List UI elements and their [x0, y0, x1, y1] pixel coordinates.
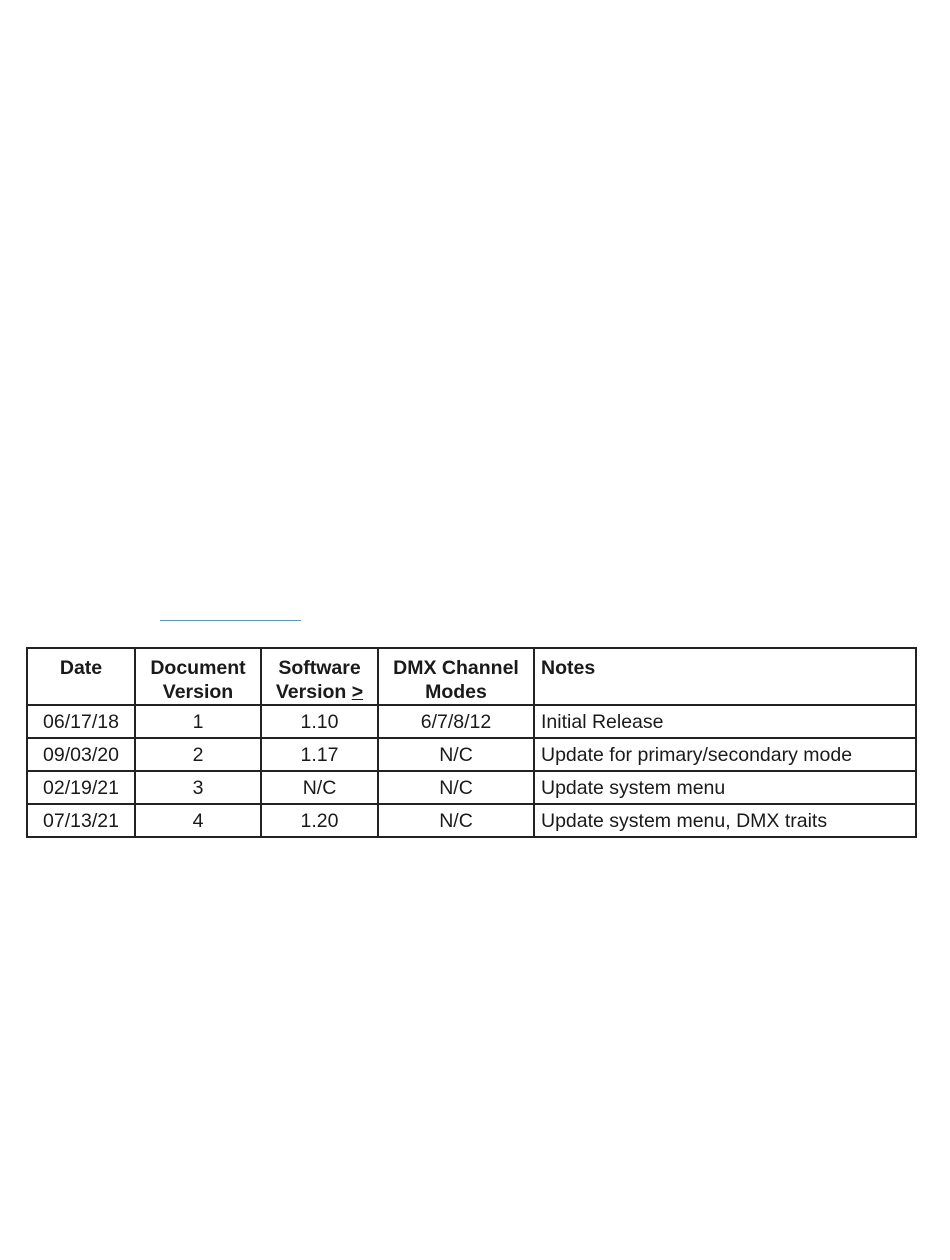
cell-date: 06/17/18 [27, 705, 135, 738]
cell-dmx-modes: N/C [378, 804, 534, 837]
header-software-version: Software Version > [261, 648, 378, 705]
cell-document-version: 4 [135, 804, 261, 837]
cell-notes: Update system menu, DMX traits [534, 804, 916, 837]
header-notes: Notes [534, 648, 916, 705]
revision-history-table [26, 647, 917, 838]
cell-software-version: 1.10 [261, 705, 378, 738]
header-date: Date [27, 648, 135, 705]
table-row [27, 738, 916, 771]
cell-date: 09/03/20 [27, 738, 135, 771]
cell-date: 07/13/21 [27, 804, 135, 837]
cell-notes: Update for primary/secondary mode [534, 738, 916, 771]
cell-document-version: 2 [135, 738, 261, 771]
table-row [27, 705, 916, 738]
link-underline[interactable] [160, 620, 301, 621]
cell-software-version: 1.20 [261, 804, 378, 837]
cell-date: 02/19/21 [27, 771, 135, 804]
cell-document-version: 1 [135, 705, 261, 738]
cell-dmx-modes: 6/7/8/12 [378, 705, 534, 738]
cell-notes: Update system menu [534, 771, 916, 804]
cell-dmx-modes: N/C [378, 771, 534, 804]
cell-software-version: N/C [261, 771, 378, 804]
greater-or-equal-symbol: > [351, 681, 364, 703]
table-row [27, 771, 916, 804]
cell-software-version: 1.17 [261, 738, 378, 771]
table-header-row [27, 648, 916, 705]
cell-notes: Initial Release [534, 705, 916, 738]
table-row [27, 804, 916, 837]
cell-document-version: 3 [135, 771, 261, 804]
cell-dmx-modes: N/C [378, 738, 534, 771]
header-document-version: Document Version [135, 648, 261, 705]
header-dmx-channel-modes: DMX Channel Modes [378, 648, 534, 705]
